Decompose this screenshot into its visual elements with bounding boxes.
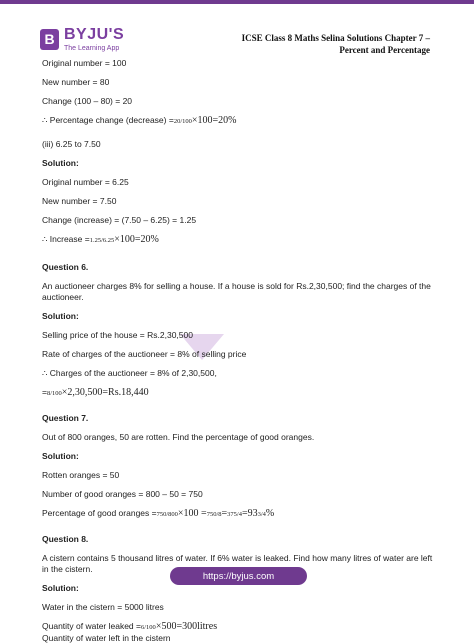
formula-line: Quantity of water leaked =6/100×500=300litres xyxy=(42,621,218,632)
text-line: Water in the cistern = 5000 litres xyxy=(42,602,164,612)
text-line: Original number = 100 xyxy=(42,58,127,68)
text-line: Rate of charges of the auctioneer = 8% of selling price xyxy=(42,349,247,359)
text-line: Change (increase) = (7.50 – 6.25) = 1.25 xyxy=(42,215,197,225)
solution-heading: Solution: xyxy=(42,583,79,593)
solution-heading: Solution: xyxy=(42,451,79,461)
byjus-logo[interactable] xyxy=(40,26,124,52)
title-line-2: Percent and Percentage xyxy=(339,45,430,55)
question-heading: Question 8. xyxy=(42,534,89,544)
logo-brand-name: BYJU'S xyxy=(64,26,125,43)
solution-content xyxy=(42,58,437,644)
footer-url-link[interactable]: https://byjus.com xyxy=(170,567,307,585)
question-heading: Question 6. xyxy=(42,262,89,272)
question-text: A cistern contains 5 thousand litres of water. If 6% water is leaked. Find how many litres of water are left in the cistern. xyxy=(42,553,433,574)
text-line: Change (100 – 80) = 20 xyxy=(42,96,133,106)
text-line: Rotten oranges = 50 xyxy=(42,470,120,480)
formula-line: Percentage of good oranges =750/800×100 =750/8=375/4=933/4% xyxy=(42,508,275,519)
formula-line: ∴ Increase =1.25/6.25×100=20% xyxy=(42,234,159,245)
text-line: New number = 7.50 xyxy=(42,196,117,206)
solution-heading: Solution: xyxy=(42,311,79,321)
text-line: Selling price of the house = Rs.2,30,500 xyxy=(42,330,193,340)
part-label: (iii) 6.25 to 7.50 xyxy=(42,139,101,149)
text-line: Original number = 6.25 xyxy=(42,177,129,187)
document-title xyxy=(242,32,430,56)
question-heading: Question 7. xyxy=(42,413,89,423)
text-line: ∴ Charges of the auctioneer = 8% of 2,30,500, xyxy=(42,368,217,378)
question-text: An auctioneer charges 8% for selling a house. If a house is sold for Rs.2,30,500; find the charges of the auctioneer. xyxy=(42,281,431,302)
logo-mark: B xyxy=(40,29,59,50)
question-text: Out of 800 oranges, 50 are rotten. Find the percentage of good oranges. xyxy=(42,432,315,442)
solution-heading: Solution: xyxy=(42,158,79,168)
formula-line: =8/100×2,30,500=Rs.18,440 xyxy=(42,387,149,398)
top-accent-bar xyxy=(0,0,474,4)
text-line: Number of good oranges = 800 – 50 = 750 xyxy=(42,489,203,499)
formula-line: ∴ Percentage change (decrease) =20/100×100=20% xyxy=(42,115,237,126)
title-line-1: ICSE Class 8 Maths Selina Solutions Chapter 7 – xyxy=(241,33,430,43)
text-line: Quantity of water left in the cistern xyxy=(42,633,171,643)
logo-tagline: The Learning App xyxy=(64,45,120,52)
text-line: New number = 80 xyxy=(42,77,110,87)
